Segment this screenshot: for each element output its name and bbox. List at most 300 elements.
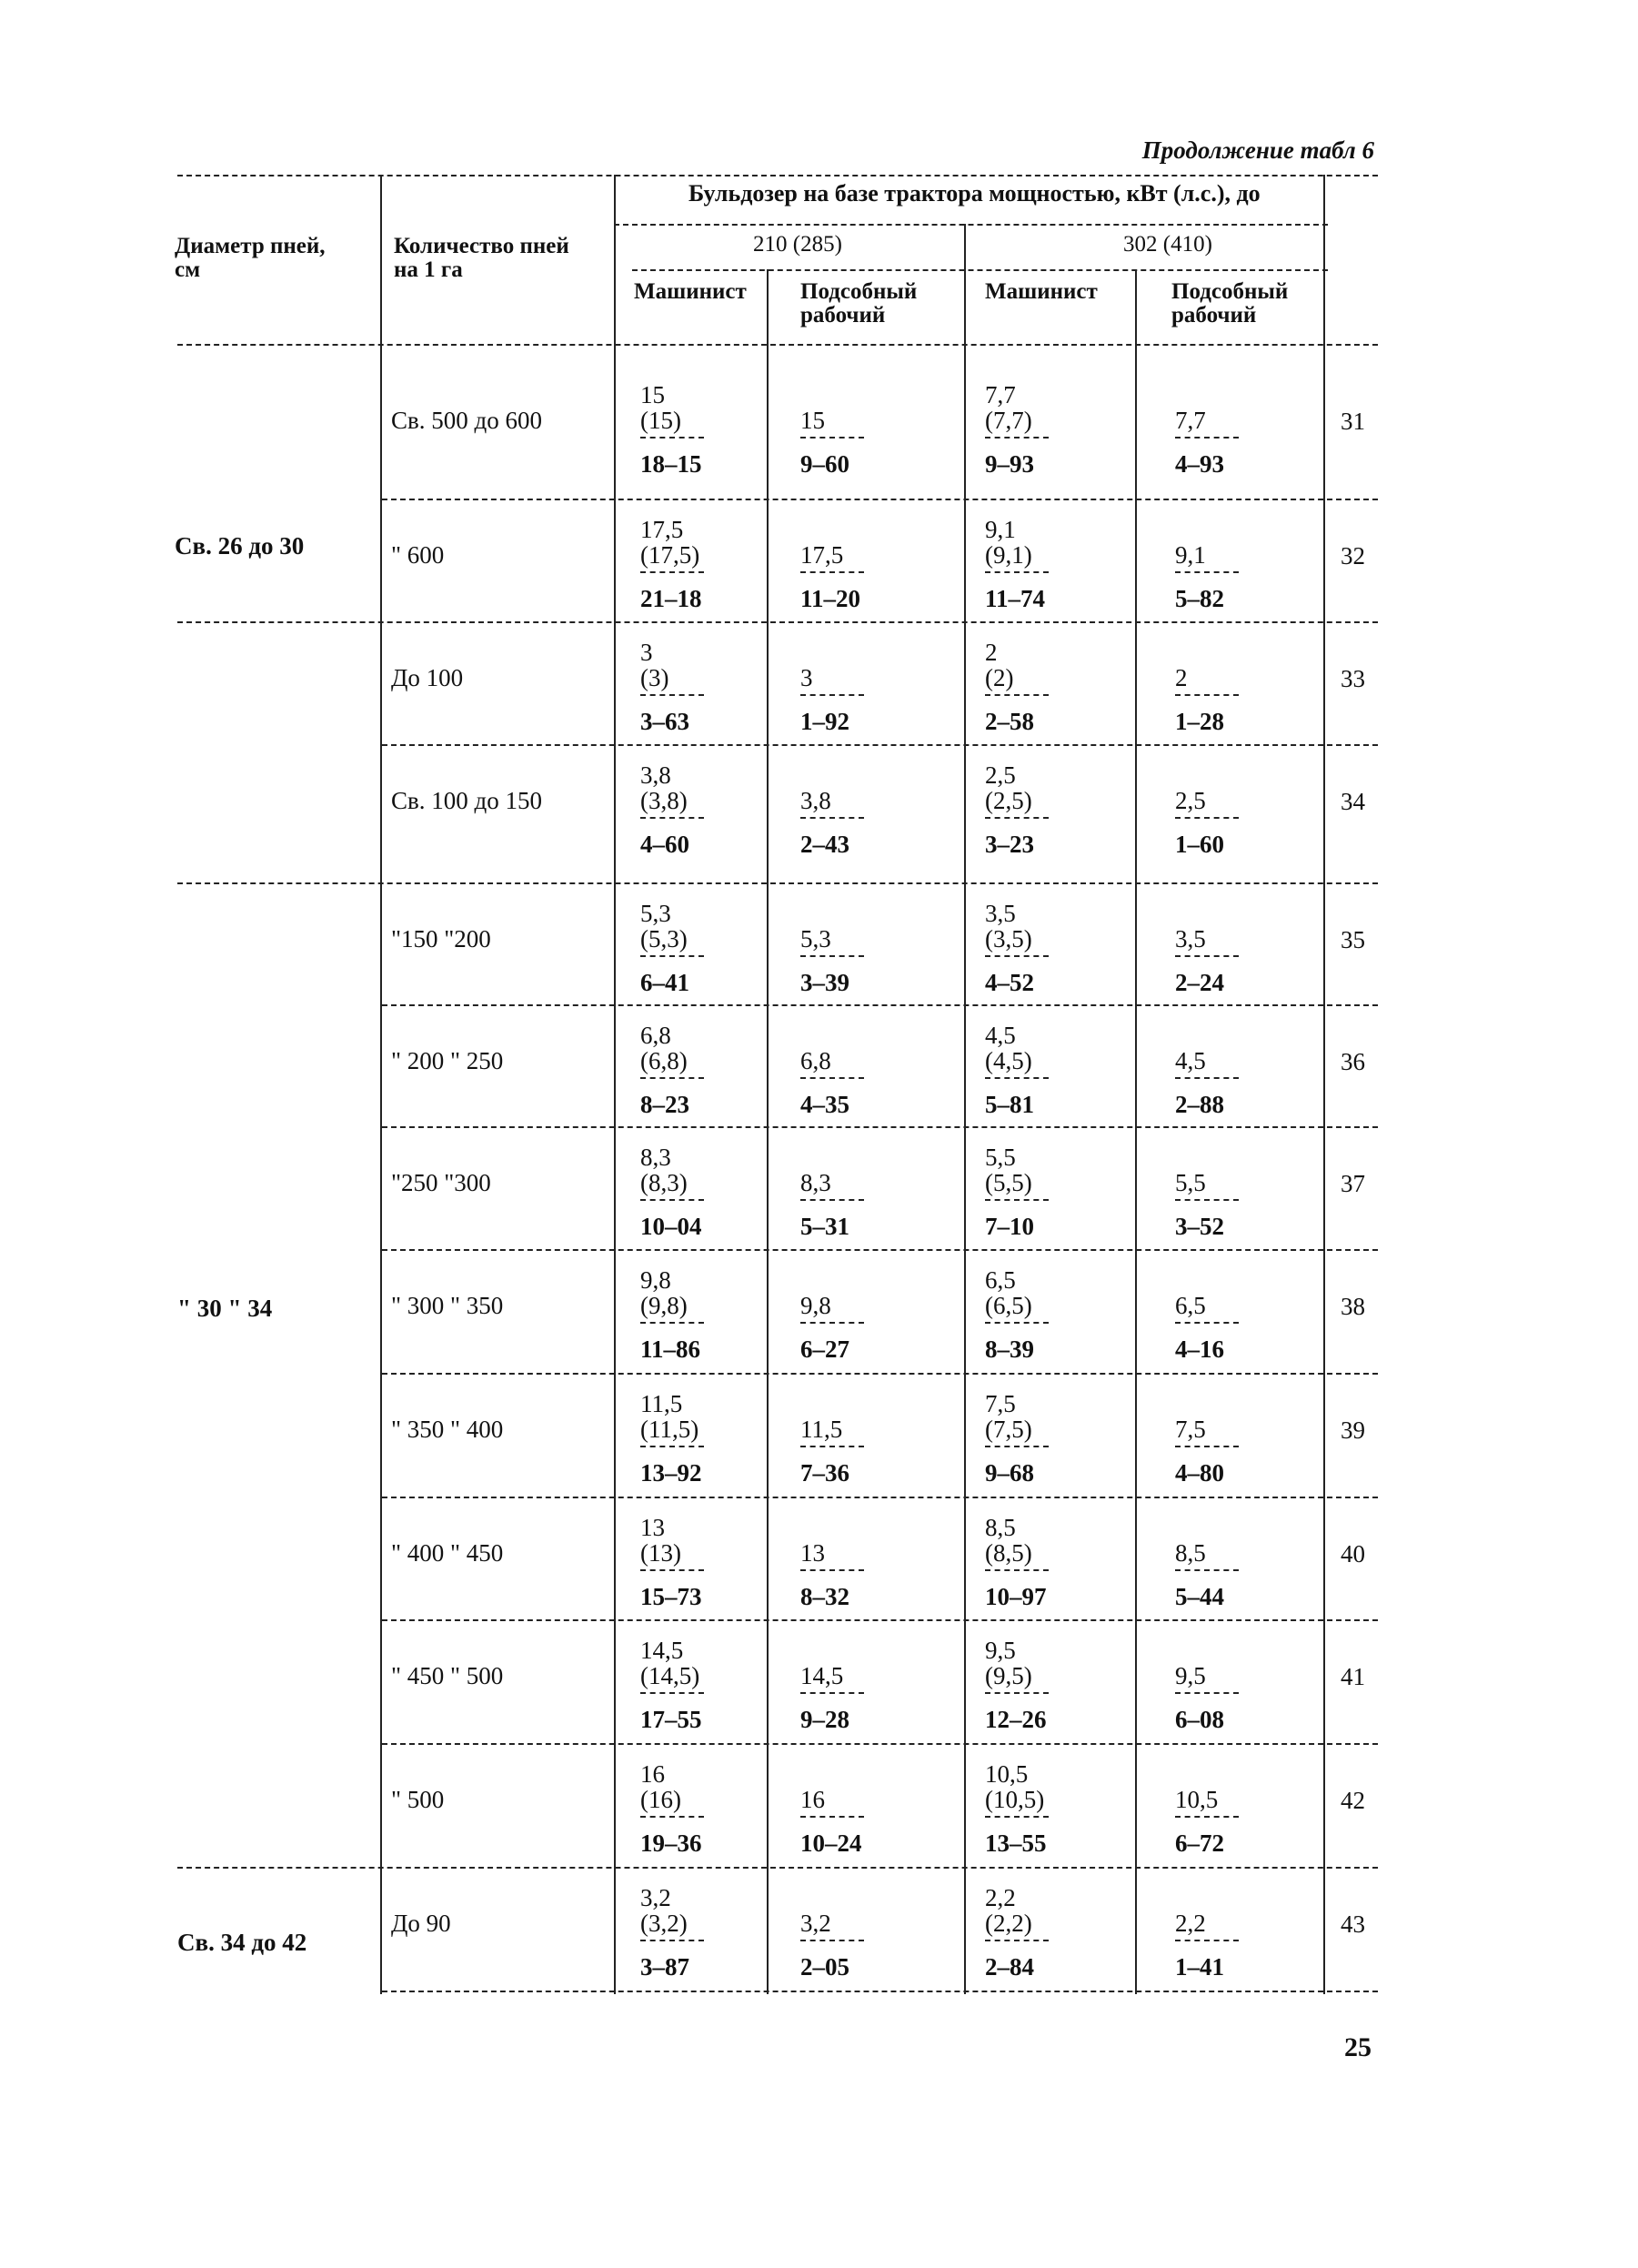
divider <box>985 955 1049 957</box>
value-rate: 1–28 <box>1175 708 1224 735</box>
divider <box>985 817 1049 819</box>
value-norm-paren: (17,5) <box>640 541 700 569</box>
value-norm: 13 <box>800 1539 825 1567</box>
value-norm: 3 <box>640 639 653 666</box>
value-norm: 2,2 <box>1175 1910 1206 1937</box>
value-rate: 7–36 <box>800 1459 849 1487</box>
row-number <box>1341 1416 1365 1444</box>
value-norm: 8,5 <box>1175 1539 1206 1567</box>
value-norm-paren: (7,5) <box>985 1416 1032 1443</box>
row-number-value: 31 <box>1341 408 1365 435</box>
stump-count: " 600 <box>391 541 445 569</box>
divider <box>1175 437 1239 438</box>
value-norm: 17,5 <box>800 541 844 569</box>
machinist-210-cell <box>640 1023 704 1117</box>
header-power-210: 210 (285) <box>753 232 842 257</box>
value-norm-paren: (11,5) <box>640 1416 699 1443</box>
row-number-value: 38 <box>1341 1293 1365 1320</box>
value-norm: 9,8 <box>800 1292 831 1319</box>
row-number-value: 35 <box>1341 926 1365 953</box>
grid-hline <box>177 1867 1378 1869</box>
machinist-210-cell <box>640 1515 704 1609</box>
divider <box>640 1077 704 1079</box>
value-rate: 10–97 <box>985 1583 1047 1610</box>
value-norm: 7,7 <box>985 381 1016 408</box>
value-rate: 2–43 <box>800 831 849 858</box>
stump-count-cell <box>391 664 463 691</box>
value-rate: 3–52 <box>1175 1213 1224 1240</box>
stump-count: " 300 " 350 <box>391 1292 504 1319</box>
value-norm-paren: (15) <box>640 407 681 434</box>
value-rate: 2–58 <box>985 708 1034 735</box>
grid-hline <box>382 1373 1378 1375</box>
machinist-302-cell <box>985 517 1049 611</box>
divider <box>640 1940 704 1941</box>
row-number <box>1341 1663 1365 1690</box>
machinist-302-cell <box>985 640 1049 734</box>
header-bulldozer: Бульдозер на базе трактора мощностью, кВт (л.с.), до <box>688 180 1261 207</box>
stump-count-cell <box>391 1292 503 1319</box>
divider <box>640 817 704 819</box>
value-norm-paren: (16) <box>640 1786 681 1813</box>
value-norm: 7,7 <box>1175 407 1206 434</box>
helper-210-cell <box>800 1144 864 1239</box>
value-norm: 6,8 <box>800 1047 831 1074</box>
value-norm: 10,5 <box>1175 1786 1219 1813</box>
helper-210-cell <box>800 1023 864 1117</box>
grid-hline <box>177 344 1378 346</box>
divider <box>985 1322 1049 1324</box>
divider <box>985 1569 1049 1571</box>
row-number <box>1341 1540 1365 1567</box>
divider <box>800 1322 864 1324</box>
machinist-302-cell <box>985 1515 1049 1609</box>
value-rate: 19–36 <box>640 1830 702 1857</box>
machinist-302-cell <box>985 1391 1049 1486</box>
value-norm-paren: (3,5) <box>985 925 1032 953</box>
machinist-210-cell <box>640 640 704 734</box>
helper-302-cell <box>1175 1391 1239 1486</box>
divider <box>640 571 704 573</box>
machinist-302-cell <box>985 1267 1049 1362</box>
machinist-210-cell <box>640 517 704 611</box>
row-number <box>1341 1293 1365 1320</box>
row-number-value: 42 <box>1341 1787 1365 1814</box>
value-norm: 9,8 <box>640 1266 671 1294</box>
divider <box>1175 1446 1239 1447</box>
value-rate: 2–88 <box>1175 1091 1224 1118</box>
divider <box>800 571 864 573</box>
value-rate: 9–28 <box>800 1706 849 1733</box>
header-diameter: Диаметр пней, см <box>175 234 326 282</box>
value-rate: 10–04 <box>640 1213 702 1240</box>
value-rate: 5–44 <box>1175 1583 1224 1610</box>
row-number <box>1341 408 1365 435</box>
machinist-302-cell <box>985 1023 1049 1117</box>
value-rate: 4–16 <box>1175 1336 1224 1363</box>
value-rate: 3–23 <box>985 831 1034 858</box>
divider <box>985 694 1049 696</box>
divider <box>640 1322 704 1324</box>
group-label: Св. 34 до 42 <box>177 1929 307 1956</box>
machinist-210-cell <box>640 1885 704 1980</box>
grid-hline <box>382 1619 1378 1621</box>
value-rate: 11–74 <box>985 585 1046 612</box>
value-rate: 4–60 <box>640 831 689 858</box>
helper-302-cell <box>1175 1144 1239 1239</box>
row-number <box>1341 1787 1365 1814</box>
value-rate: 13–92 <box>640 1459 702 1487</box>
grid-vline <box>1135 269 1137 1994</box>
grid-hline <box>382 1004 1378 1006</box>
value-norm-paren: (6,5) <box>985 1292 1032 1319</box>
helper-210-cell <box>800 762 864 857</box>
grid-hline <box>382 1497 1378 1498</box>
helper-210-cell <box>800 1267 864 1362</box>
stump-count: " 500 <box>391 1786 445 1813</box>
value-norm: 3,5 <box>985 900 1016 927</box>
value-norm: 3 <box>800 664 813 691</box>
machinist-302-cell <box>985 762 1049 857</box>
row-number <box>1341 665 1365 692</box>
stump-count-cell <box>391 1416 503 1443</box>
row-number <box>1341 788 1365 815</box>
divider <box>1175 1077 1239 1079</box>
machinist-210-cell <box>640 1267 704 1362</box>
value-norm-paren: (7,7) <box>985 407 1032 434</box>
value-norm: 3,8 <box>800 787 831 814</box>
row-number <box>1341 1170 1365 1197</box>
value-rate: 11–86 <box>640 1336 701 1363</box>
value-rate: 13–55 <box>985 1830 1047 1857</box>
divider <box>640 1816 704 1818</box>
row-number-value: 34 <box>1341 788 1365 815</box>
value-rate: 1–92 <box>800 708 849 735</box>
group-label: Св. 26 до 30 <box>175 532 305 559</box>
stump-count-cell <box>391 1539 503 1567</box>
group-label: " 30 " 34 <box>177 1295 273 1322</box>
grid-vline <box>767 269 769 1994</box>
stump-count: "250 "300 <box>391 1169 491 1196</box>
helper-302-cell <box>1175 762 1239 857</box>
stump-count-cell <box>391 1786 444 1813</box>
helper-210-cell <box>800 1761 864 1856</box>
grid-vline <box>614 175 616 1994</box>
divider <box>800 1446 864 1447</box>
divider <box>1175 955 1239 957</box>
value-norm: 16 <box>640 1760 665 1788</box>
value-norm-paren: (9,1) <box>985 541 1032 569</box>
value-rate: 4–35 <box>800 1091 849 1118</box>
value-rate: 9–60 <box>800 450 849 478</box>
value-rate: 21–18 <box>640 585 702 612</box>
value-norm: 11,5 <box>800 1416 843 1443</box>
divider <box>1175 1940 1239 1941</box>
value-rate: 1–41 <box>1175 1953 1224 1981</box>
value-norm: 17,5 <box>640 516 684 543</box>
grid-hline <box>382 1991 1378 1992</box>
divider <box>985 1940 1049 1941</box>
grid-hline <box>382 744 1378 746</box>
helper-302-cell <box>1175 1515 1239 1609</box>
divider <box>640 1199 704 1201</box>
header-power-302: 302 (410) <box>1123 232 1212 257</box>
grid-vline <box>380 175 382 1994</box>
value-rate: 3–63 <box>640 708 689 735</box>
row-number-value: 37 <box>1341 1170 1365 1197</box>
value-norm-paren: (5,5) <box>985 1169 1032 1196</box>
machinist-302-cell <box>985 1761 1049 1856</box>
value-norm-paren: (9,8) <box>640 1292 688 1319</box>
value-norm-paren: (5,3) <box>640 925 688 953</box>
divider <box>1175 1816 1239 1818</box>
value-rate: 18–15 <box>640 450 702 478</box>
divider <box>800 437 864 438</box>
value-rate: 9–68 <box>985 1459 1034 1487</box>
value-norm: 6,5 <box>1175 1292 1206 1319</box>
header-machinist-1: Машинист <box>634 279 747 304</box>
helper-210-cell <box>800 1885 864 1980</box>
divider <box>800 1569 864 1571</box>
value-norm: 2,2 <box>985 1884 1016 1911</box>
machinist-210-cell <box>640 1638 704 1732</box>
divider <box>800 817 864 819</box>
value-rate: 2–84 <box>985 1953 1034 1981</box>
grid-hline <box>177 175 1378 176</box>
value-norm: 7,5 <box>1175 1416 1206 1443</box>
value-norm-paren: (13) <box>640 1539 681 1567</box>
value-norm-paren: (3) <box>640 664 669 691</box>
divider <box>1175 694 1239 696</box>
helper-302-cell <box>1175 1638 1239 1732</box>
value-rate: 4–93 <box>1175 450 1224 478</box>
divider <box>985 1692 1049 1694</box>
stump-count: "150 "200 <box>391 925 491 953</box>
grid-vline <box>964 224 966 1994</box>
value-norm: 11,5 <box>640 1390 683 1417</box>
value-norm-paren: (3,8) <box>640 787 688 814</box>
value-rate: 3–87 <box>640 1953 689 1981</box>
helper-210-cell <box>800 1638 864 1732</box>
value-norm-paren: (2,5) <box>985 787 1032 814</box>
grid-hline <box>382 1249 1378 1251</box>
grid-hline <box>614 224 1328 226</box>
value-norm-paren: (8,3) <box>640 1169 688 1196</box>
header-count: Количество пней на 1 га <box>394 234 569 282</box>
divider <box>985 1077 1049 1079</box>
helper-302-cell <box>1175 1761 1239 1856</box>
divider <box>985 1199 1049 1201</box>
header-helper-1: Подсобный рабочий <box>800 279 918 328</box>
value-norm: 2,5 <box>1175 787 1206 814</box>
grid-hline <box>382 499 1378 500</box>
machinist-210-cell <box>640 1761 704 1856</box>
helper-302-cell <box>1175 517 1239 611</box>
helper-302-cell <box>1175 1267 1239 1362</box>
header-machinist-2: Машинист <box>985 279 1098 304</box>
value-rate: 12–26 <box>985 1706 1047 1733</box>
divider <box>640 955 704 957</box>
stump-count-cell <box>391 925 491 953</box>
helper-210-cell <box>800 901 864 995</box>
value-rate: 8–32 <box>800 1583 849 1610</box>
value-norm: 7,5 <box>985 1390 1016 1417</box>
helper-210-cell <box>800 517 864 611</box>
value-rate: 6–72 <box>1175 1830 1224 1857</box>
machinist-302-cell <box>985 1638 1049 1732</box>
grid-hline <box>632 269 1328 271</box>
divider <box>985 1816 1049 1818</box>
row-number-value: 43 <box>1341 1910 1365 1938</box>
value-norm-paren: (6,8) <box>640 1047 688 1074</box>
value-norm: 2 <box>985 639 998 666</box>
value-rate: 8–23 <box>640 1091 689 1118</box>
value-rate: 1–60 <box>1175 831 1224 858</box>
value-norm-paren: (9,5) <box>985 1662 1032 1689</box>
stump-count: Св. 500 до 600 <box>391 407 542 434</box>
value-rate: 11–20 <box>800 585 861 612</box>
helper-210-cell <box>800 1515 864 1609</box>
helper-210-cell <box>800 640 864 734</box>
value-norm: 14,5 <box>800 1662 844 1689</box>
helper-302-cell <box>1175 1023 1239 1117</box>
helper-210-cell <box>800 1391 864 1486</box>
divider <box>640 694 704 696</box>
machinist-210-cell <box>640 1391 704 1486</box>
row-number <box>1341 542 1365 570</box>
value-norm: 4,5 <box>1175 1047 1206 1074</box>
helper-302-cell <box>1175 640 1239 734</box>
stump-count: Св. 100 до 150 <box>391 787 542 814</box>
stump-count-cell <box>391 1169 491 1196</box>
value-norm: 3,2 <box>800 1910 831 1937</box>
row-number-value: 33 <box>1341 665 1365 692</box>
value-norm: 6,8 <box>640 1022 671 1049</box>
row-number-value: 39 <box>1341 1416 1365 1444</box>
helper-302-cell <box>1175 1885 1239 1980</box>
value-rate: 7–10 <box>985 1213 1034 1240</box>
divider <box>985 1446 1049 1447</box>
divider <box>800 1816 864 1818</box>
value-norm: 9,1 <box>1175 541 1206 569</box>
value-norm-paren: (2,2) <box>985 1910 1032 1937</box>
value-rate: 4–80 <box>1175 1459 1224 1487</box>
grid-hline <box>177 882 1378 884</box>
divider <box>1175 1322 1239 1324</box>
value-norm: 2,5 <box>985 761 1016 789</box>
divider <box>800 1199 864 1201</box>
helper-210-cell <box>800 382 864 477</box>
divider <box>1175 1569 1239 1571</box>
divider <box>640 437 704 438</box>
value-norm: 2 <box>1175 664 1188 691</box>
value-norm: 5,3 <box>640 900 671 927</box>
value-rate: 5–31 <box>800 1213 849 1240</box>
divider <box>640 1446 704 1447</box>
row-number-value: 40 <box>1341 1540 1365 1567</box>
divider <box>640 1692 704 1694</box>
value-norm-paren: (8,5) <box>985 1539 1032 1567</box>
value-norm: 10,5 <box>985 1760 1029 1788</box>
page-number: 25 <box>1344 2032 1372 2062</box>
machinist-210-cell <box>640 382 704 477</box>
header-helper-2: Подсобный рабочий <box>1171 279 1289 328</box>
value-norm: 5,3 <box>800 925 831 953</box>
row-number <box>1341 1048 1365 1075</box>
value-rate: 2–24 <box>1175 969 1224 996</box>
machinist-210-cell <box>640 762 704 857</box>
value-norm: 3,8 <box>640 761 671 789</box>
machinist-302-cell <box>985 1144 1049 1239</box>
grid-vline <box>1323 175 1325 1994</box>
value-rate: 17–55 <box>640 1706 702 1733</box>
value-norm-paren: (3,2) <box>640 1910 688 1937</box>
stump-count: " 350 " 400 <box>391 1416 504 1443</box>
value-norm: 9,1 <box>985 516 1016 543</box>
stump-count: До 90 <box>391 1910 451 1937</box>
value-norm: 4,5 <box>985 1022 1016 1049</box>
stump-count-cell <box>391 407 542 434</box>
row-number-value: 32 <box>1341 542 1365 570</box>
value-norm-paren: (10,5) <box>985 1786 1045 1813</box>
divider <box>800 1692 864 1694</box>
divider <box>1175 1692 1239 1694</box>
value-rate: 10–24 <box>800 1830 862 1857</box>
stump-count-cell <box>391 1910 451 1937</box>
row-number <box>1341 1910 1365 1938</box>
stump-count: " 400 " 450 <box>391 1539 504 1567</box>
row-number <box>1341 926 1365 953</box>
value-rate: 5–82 <box>1175 585 1224 612</box>
machinist-302-cell <box>985 901 1049 995</box>
value-rate: 5–81 <box>985 1091 1034 1118</box>
value-rate: 6–41 <box>640 969 689 996</box>
table-caption: Продолжение табл 6 <box>1141 136 1374 164</box>
stump-count: " 450 " 500 <box>391 1662 504 1689</box>
row-number-value: 41 <box>1341 1663 1365 1690</box>
value-norm: 15 <box>800 407 825 434</box>
grid-hline <box>177 621 1378 623</box>
machinist-302-cell <box>985 1885 1049 1980</box>
value-norm: 13 <box>640 1514 665 1541</box>
value-norm: 15 <box>640 381 665 408</box>
value-rate: 9–93 <box>985 450 1034 478</box>
value-rate: 6–27 <box>800 1336 849 1363</box>
value-norm: 16 <box>800 1786 825 1813</box>
machinist-210-cell <box>640 1144 704 1239</box>
value-norm-paren: (14,5) <box>640 1662 700 1689</box>
value-norm-paren: (4,5) <box>985 1047 1032 1074</box>
value-norm: 5,5 <box>985 1144 1016 1171</box>
value-norm: 8,3 <box>640 1144 671 1171</box>
divider <box>1175 571 1239 573</box>
machinist-302-cell <box>985 382 1049 477</box>
divider <box>800 955 864 957</box>
value-rate: 4–52 <box>985 969 1034 996</box>
stump-count-cell <box>391 1047 503 1074</box>
helper-302-cell <box>1175 901 1239 995</box>
value-norm: 6,5 <box>985 1266 1016 1294</box>
value-norm: 14,5 <box>640 1637 684 1664</box>
row-number-value: 36 <box>1341 1048 1365 1075</box>
machinist-210-cell <box>640 901 704 995</box>
divider <box>800 1077 864 1079</box>
value-norm: 5,5 <box>1175 1169 1206 1196</box>
divider <box>985 437 1049 438</box>
stump-count: " 200 " 250 <box>391 1047 504 1074</box>
value-rate: 3–39 <box>800 969 849 996</box>
stump-count-cell <box>391 787 542 814</box>
